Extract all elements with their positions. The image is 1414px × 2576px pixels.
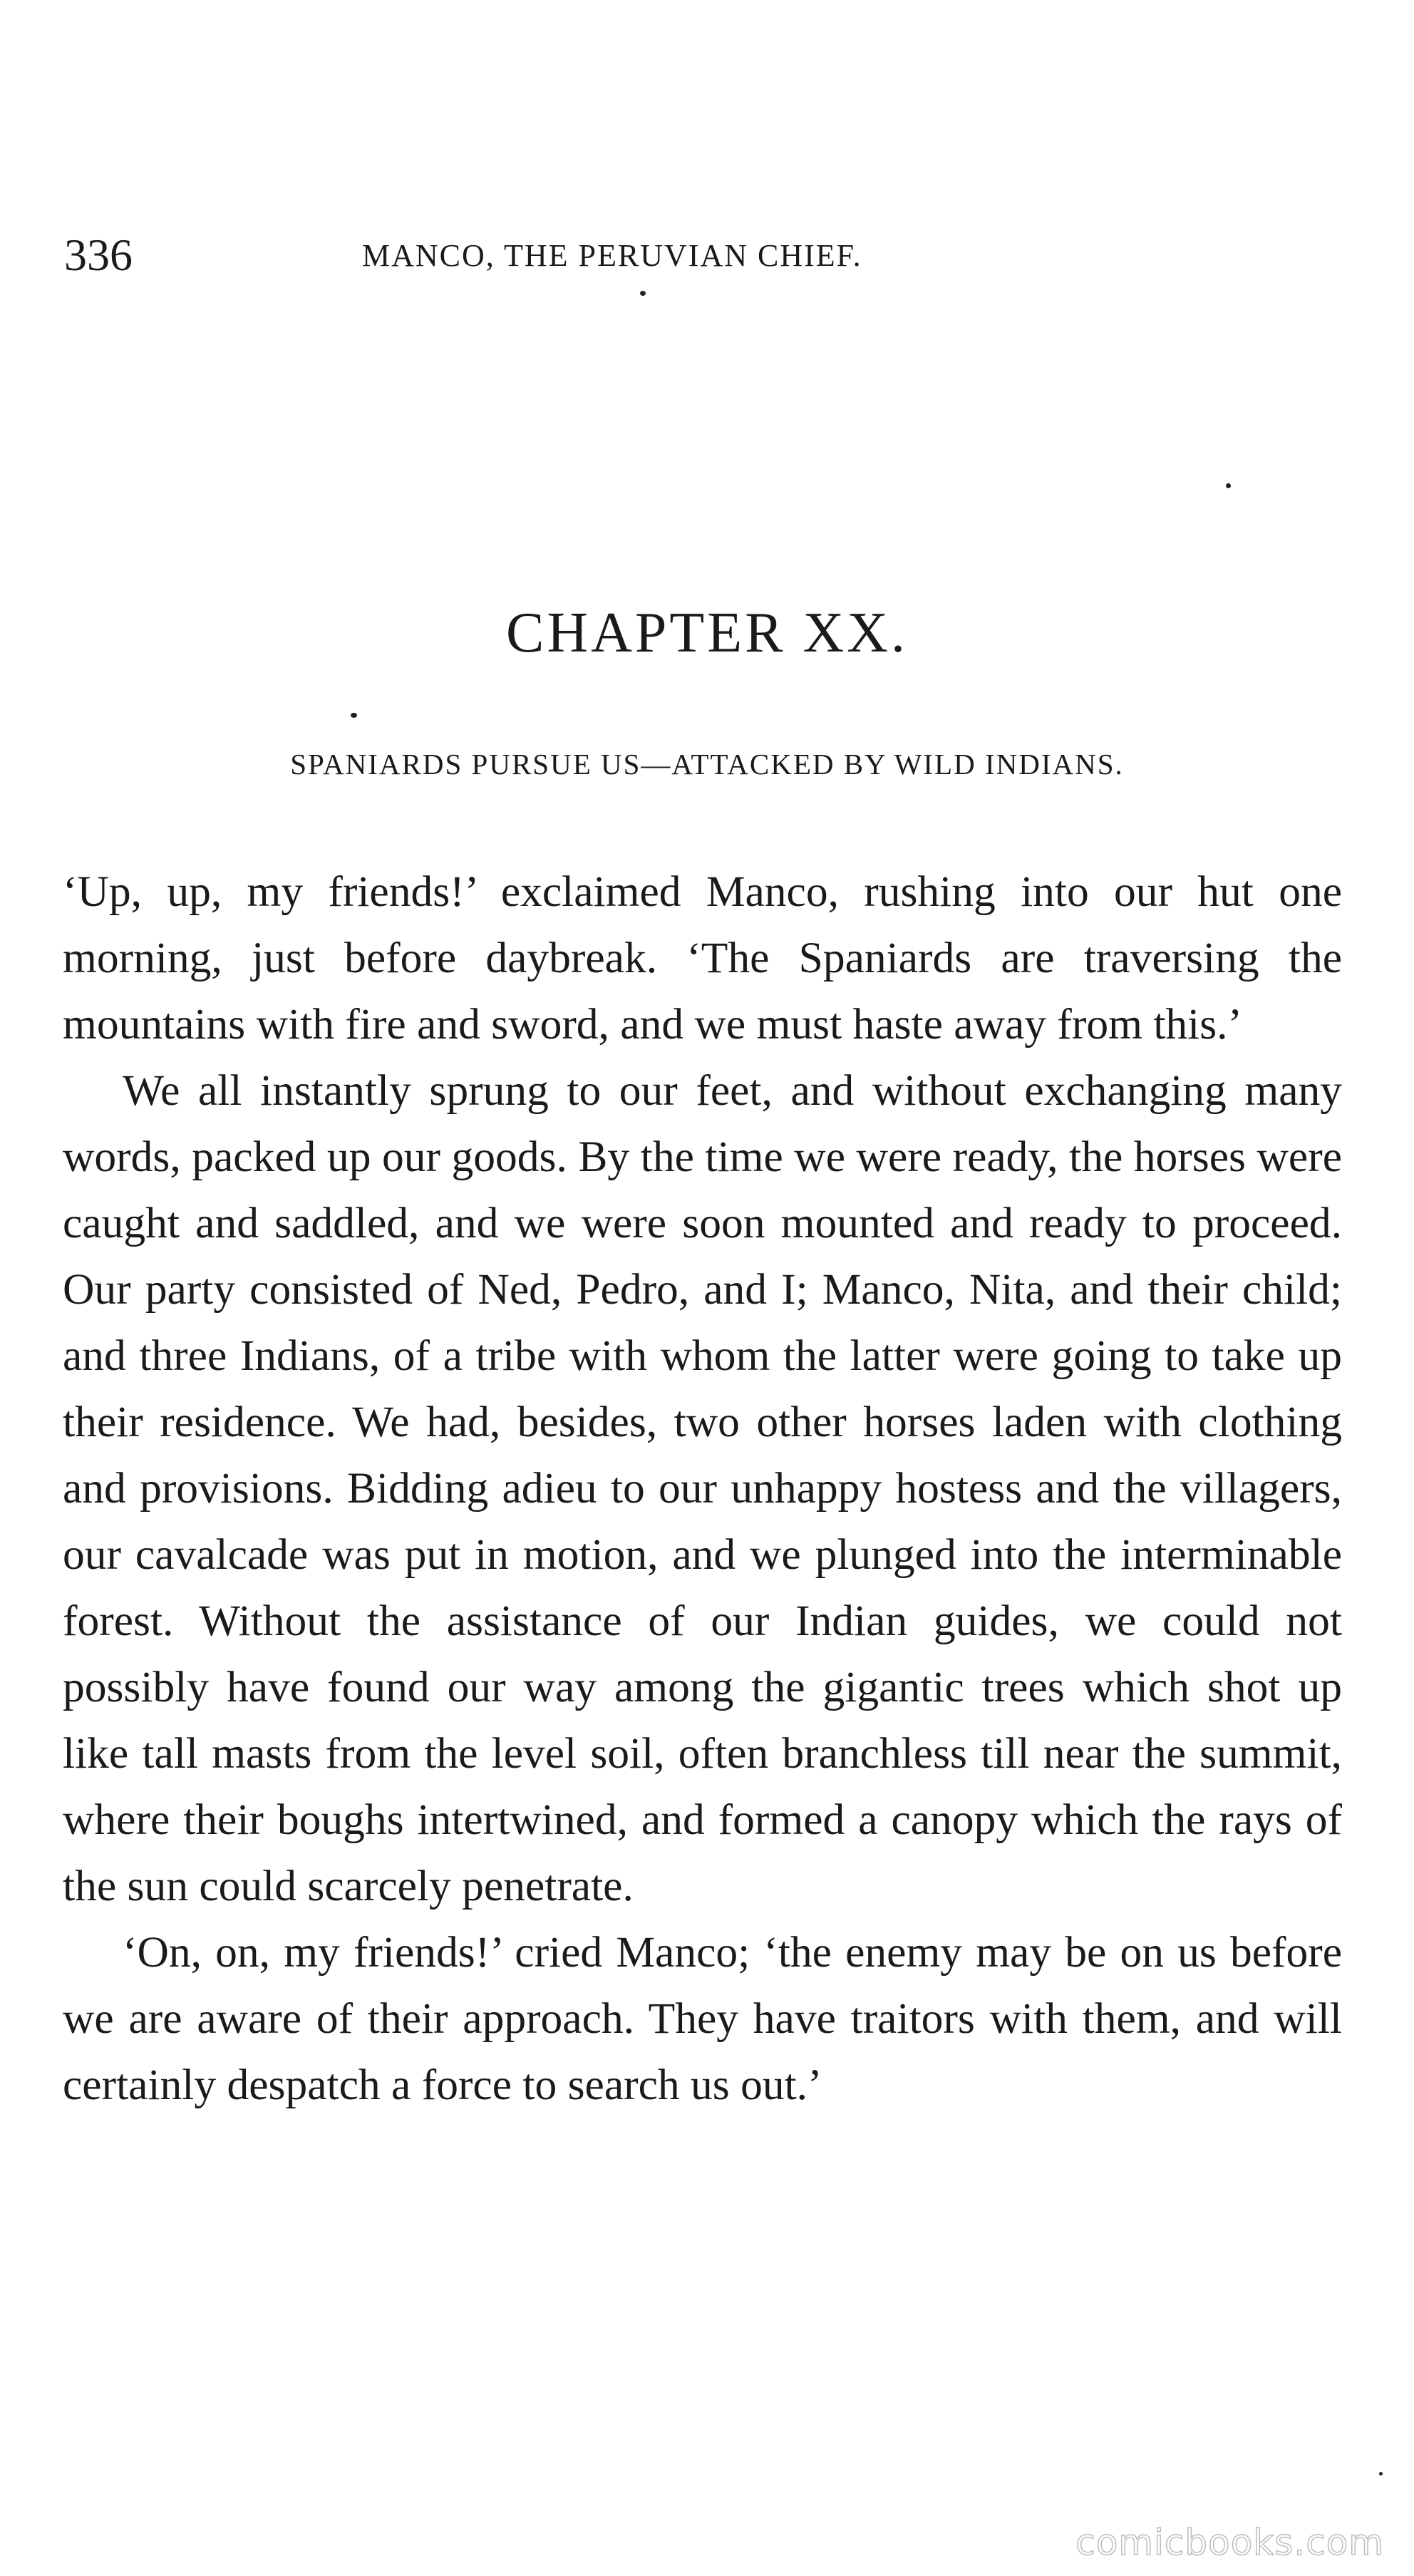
paragraph: We all instantly sprung to our feet, and without exchanging many words, packed up our goods. By the time we were ready, the horses were caught and saddled, and we were soon mounted and ready to proceed. Our party consisted of Ned, Pedro, and I; Manco, Nita, and their child; and three Indians, of a tribe with whom the latter were going to take up their residence. We had, besides, two other horses laden with clothing and provisions. Bidding adieu to our unhappy hostess and the villagers, our cavalcade was put in motion, and we plunged into the interminable forest. Without the assistance of our Indian guides, we could not possibly have found our way among the gigantic trees which shot up like tall masts from the level soil, often branchless till near the summit, where their boughs intertwined, and formed a canopy which the rays of the sun could scarcely penetrate. [63, 1066, 1342, 1910]
body-text [63, 859, 1342, 2118]
running-title: MANCO, THE PERUVIAN CHIEF. [362, 238, 862, 273]
print-speck [1226, 483, 1231, 488]
print-speck [1379, 2472, 1383, 2475]
paragraph: ‘On, on, my friends!’ cried Manco; ‘the enemy may be on us before we are aware of their approach. They have traitors with them, and will certainly despatch a force to search us out.’ [63, 1928, 1342, 2109]
watermark: comicbooks.com [1075, 2522, 1384, 2563]
running-head [64, 227, 1347, 284]
chapter-title: CHAPTER XX. [505, 602, 909, 664]
chapter-subtitle: SPANIARDS PURSUE US—ATTACKED BY WILD INDIANS. [290, 748, 1124, 780]
print-speck [640, 291, 646, 296]
page-number: 336 [64, 230, 133, 280]
print-speck [351, 713, 357, 718]
paragraph: ‘Up, up, my friends!’ exclaimed Manco, rushing into our hut one morning, just before daybreak. ‘The Spaniards are traversing the mountains with fire and sword, and we must haste away from this.’ [63, 867, 1342, 1049]
